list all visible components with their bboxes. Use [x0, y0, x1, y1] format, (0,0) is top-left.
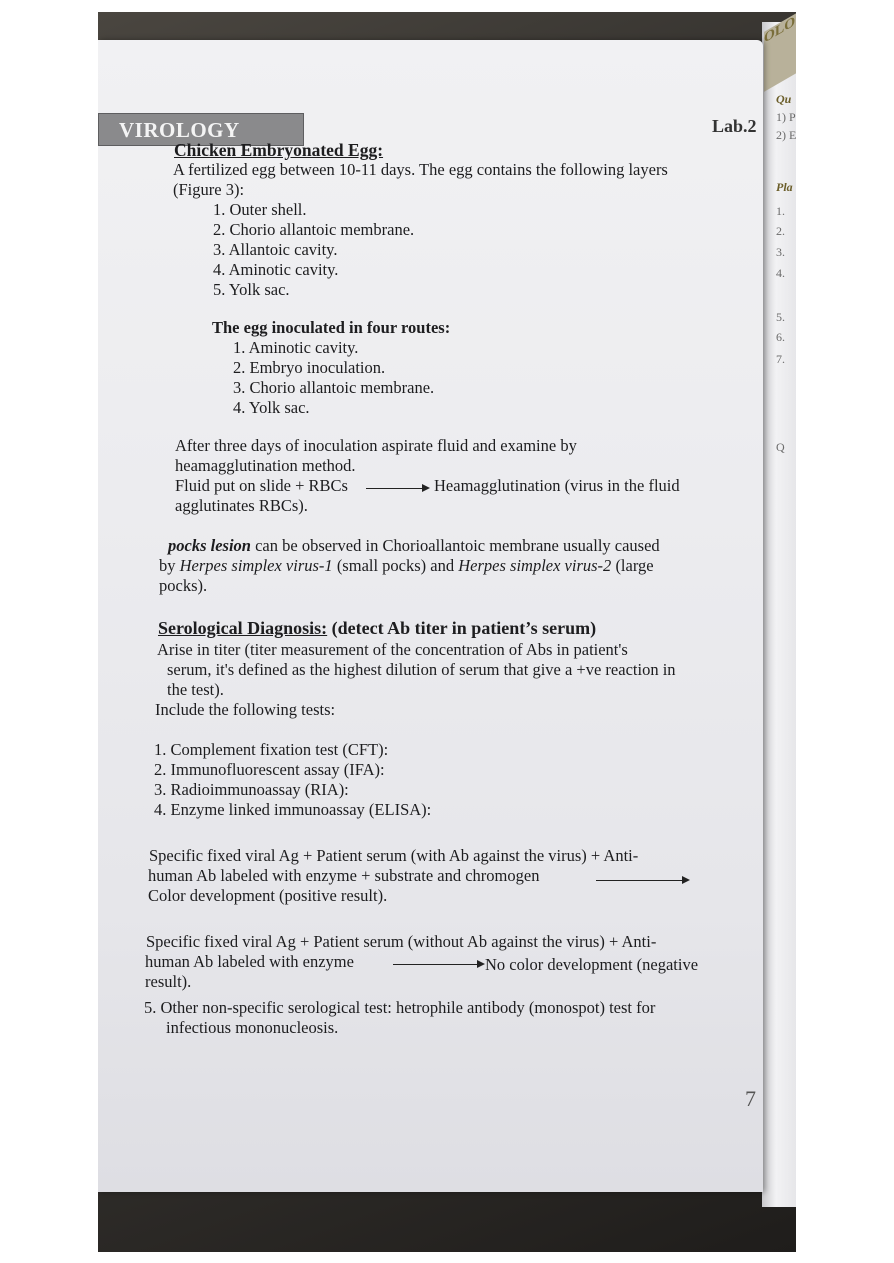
next-page-tab: OLO: [764, 12, 796, 92]
pocks-text: (small pocks) and: [332, 556, 459, 575]
pocks-text: can be observed in Chorioallantoic membrane usually caused: [250, 536, 660, 555]
fluid-left: Fluid put on slide + RBCs: [175, 476, 348, 495]
pocks-text: (large: [611, 556, 654, 575]
photo-background: [98, 12, 796, 1252]
other-test-line: 5. Other non-specific serological test: hetrophile antibody (monospot) test for: [144, 998, 656, 1017]
positive-line: human Ab labeled with enzyme + substrate and chromogen: [148, 866, 540, 885]
pocks-line: [168, 536, 660, 556]
reaction-arrow: [366, 488, 428, 489]
next-page-fragment: 2.: [776, 224, 785, 238]
negative-line: human Ab labeled with enzyme: [145, 952, 354, 971]
titer-line: Arise in titer (titer measurement of the concentration of Abs in patient's: [157, 640, 628, 659]
fluid-end: agglutinates RBCs).: [175, 496, 308, 515]
egg-layer-item: 1. Outer shell.: [213, 200, 307, 219]
after-inoculation-line: After three days of inoculation aspirate fluid and examine by: [175, 436, 577, 455]
include-line: Include the following tests:: [155, 700, 336, 719]
serology-heading: [158, 618, 596, 638]
next-page-fragment: 1) P: [776, 110, 796, 124]
next-page-fragment: 2) E: [776, 128, 796, 142]
negative-line: No color development (negative: [485, 955, 699, 974]
next-page-fragment: 1.: [776, 204, 785, 218]
route-item: 3. Chorio allantoic membrane.: [233, 378, 435, 397]
other-test-line: infectious mononucleosis.: [166, 1018, 339, 1037]
positive-line: Color development (positive result).: [148, 886, 388, 905]
test-item: 4. Enzyme linked immunoassay (ELISA):: [154, 800, 432, 819]
test-item: 2. Immunofluorescent assay (IFA):: [154, 760, 385, 779]
pocks-line: [159, 556, 654, 576]
serology-subtitle: (detect Ab titer in patient’s serum): [327, 618, 597, 638]
test-item: 3. Radioimmunoassay (RIA):: [154, 780, 349, 799]
virus-name: Herpes simplex virus-2: [458, 556, 612, 575]
book-page: [98, 40, 763, 1192]
next-page-fragment: 7.: [776, 352, 785, 366]
page-number: 7: [745, 1086, 756, 1111]
egg-heading: Chicken Embryonated Egg:: [174, 140, 384, 160]
section-title: VIROLOGY: [119, 118, 240, 142]
next-page-fragment: 4.: [776, 266, 785, 280]
next-page-fragment: Pla: [776, 180, 793, 194]
next-page-fragment: 3.: [776, 245, 785, 259]
fluid-right: Heamagglutination (virus in the fluid: [434, 476, 680, 495]
route-item: 2. Embryo inoculation.: [233, 358, 386, 377]
reaction-arrow: [393, 964, 483, 965]
test-item: 1. Complement fixation test (CFT):: [154, 740, 389, 759]
egg-layer-item: 4. Aminotic cavity.: [213, 260, 339, 279]
negative-line: result).: [145, 972, 192, 991]
egg-layer-item: 2. Chorio allantoic membrane.: [213, 220, 415, 239]
pocks-text: by: [159, 556, 180, 575]
titer-line: serum, it's defined as the highest dilution of serum that give a +ve reaction in: [167, 660, 676, 679]
serology-title: Serological Diagnosis:: [158, 618, 328, 638]
route-item: 4. Yolk sac.: [233, 398, 310, 417]
negative-line: Specific fixed viral Ag + Patient serum (without Ab against the virus) + Anti-: [146, 932, 657, 951]
egg-layer-item: 3. Allantoic cavity.: [213, 240, 338, 259]
next-page-fragment: 5.: [776, 310, 785, 324]
egg-layer-item: 5. Yolk sac.: [213, 280, 290, 299]
virus-name: Herpes simplex virus-1: [179, 556, 333, 575]
pocks-term: pocks lesion: [168, 536, 251, 555]
reaction-arrow: [596, 880, 688, 881]
titer-line: the test).: [167, 680, 224, 699]
next-page-fragment: Q: [776, 440, 785, 454]
page-content: [98, 40, 763, 1200]
next-page-edge: [762, 13, 796, 1207]
next-page-fragment: Qu: [776, 92, 792, 106]
routes-heading: The egg inoculated in four routes:: [212, 318, 451, 337]
after-inoculation-line: heamagglutination method.: [175, 456, 356, 475]
route-item: 1. Aminotic cavity.: [233, 338, 359, 357]
next-page-fragment: 6.: [776, 330, 785, 344]
pocks-line: pocks).: [159, 576, 208, 595]
lab-label: Lab.2: [712, 116, 757, 136]
egg-intro-line: (Figure 3):: [173, 180, 245, 199]
positive-line: Specific fixed viral Ag + Patient serum (with Ab against the virus) + Anti-: [149, 846, 639, 865]
egg-intro-line: A fertilized egg between 10-11 days. The egg contains the following layers: [173, 160, 668, 179]
